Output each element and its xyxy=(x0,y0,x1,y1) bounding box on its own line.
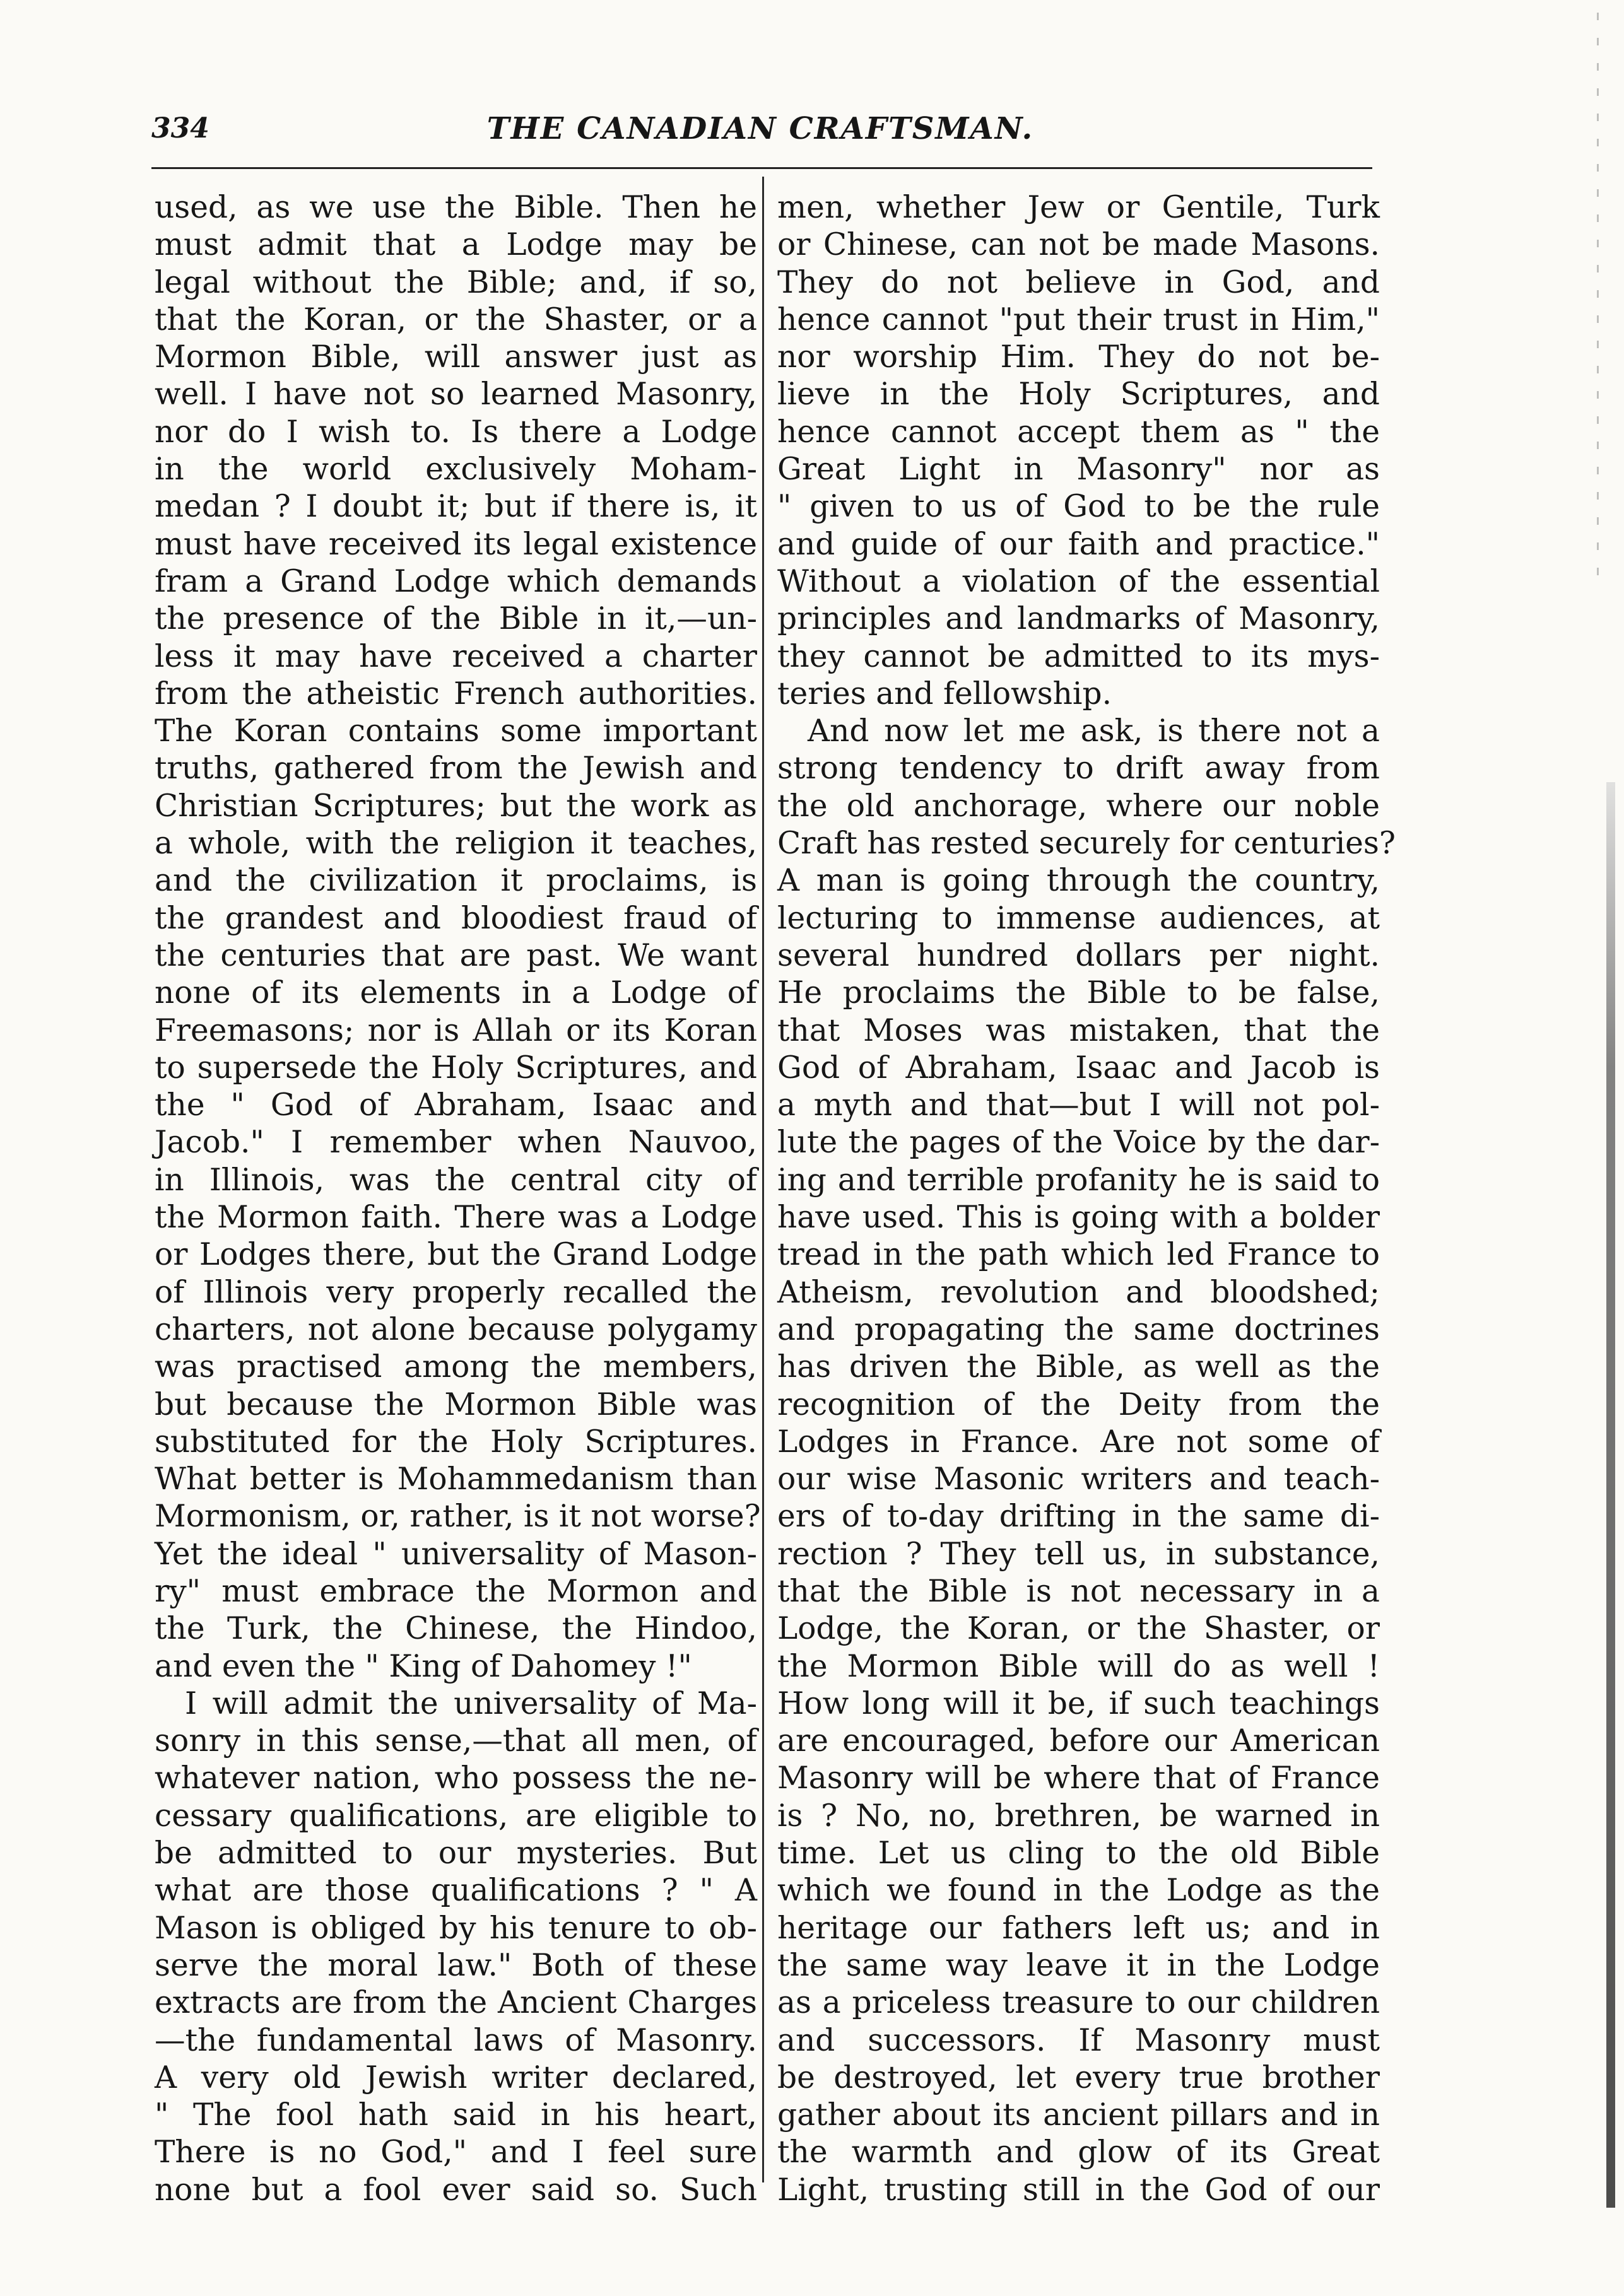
text-line: that Moses was mistaken, that the xyxy=(777,1012,1380,1048)
text-line: whatever nation, who possess the ne- xyxy=(155,1760,757,1796)
page-edge-specks xyxy=(1597,13,1599,580)
text-line: Freemasons; nor is Allah or its Koran xyxy=(155,1012,757,1048)
text-line: which we found in the Lodge as the xyxy=(777,1873,1380,1909)
text-line: The Koran contains some important xyxy=(155,713,757,749)
text-line: none but a fool ever said so. Such xyxy=(155,2172,757,2208)
text-line: They do not believe in God, and xyxy=(777,264,1380,300)
text-line: and the civilization it proclaims, is xyxy=(155,863,757,899)
right-column xyxy=(777,189,1396,2209)
text-line: tread in the path which led France to xyxy=(777,1237,1380,1273)
text-line: to supersede the Holy Scriptures, and xyxy=(155,1050,757,1086)
text-line: time. Let us cling to the old Bible xyxy=(777,1836,1380,1871)
text-line: heritage our fathers left us; and in xyxy=(777,1910,1380,1946)
text-line: as a priceless treasure to our children xyxy=(777,1985,1380,2021)
text-line: they cannot be admitted to its mys- xyxy=(777,638,1380,674)
text-line: the same way leave it in the Lodge xyxy=(777,1947,1380,1983)
text-line: of Illinois very properly recalled the xyxy=(155,1274,757,1310)
column-divider xyxy=(762,177,764,2182)
text-line: Jacob." I remember when Nauvoo, xyxy=(155,1125,757,1161)
text-line: the Turk, the Chinese, the Hindoo, xyxy=(155,1611,757,1647)
text-line: the warmth and glow of its Great xyxy=(777,2135,1380,2170)
text-line: have used. This is going with a bolder xyxy=(777,1200,1380,1236)
text-line: what are those qualifications ? " A xyxy=(155,1873,757,1909)
text-line: Lodge, the Koran, or the Shaster, or xyxy=(777,1611,1380,1647)
text-line: must have received its legal existence xyxy=(155,526,757,562)
text-line: strong tendency to drift away from xyxy=(777,751,1380,787)
text-line: Atheism, revolution and bloodshed; xyxy=(777,1274,1380,1310)
text-line: must admit that a Lodge may be xyxy=(155,227,757,263)
text-line: and even the " King of Dahomey !" xyxy=(155,1648,692,1684)
text-line: medan ? I doubt it; but if there is, it xyxy=(155,489,757,525)
text-line: from the atheistic French authorities. xyxy=(155,676,757,712)
text-line: A very old Jewish writer declared, xyxy=(155,2059,757,2095)
text-line: Craft has rested securely for centuries? xyxy=(777,826,1396,862)
text-line: I will admit the universality of Ma- xyxy=(185,1685,757,1721)
text-line: He proclaims the Bible to be false, xyxy=(777,975,1380,1011)
running-head: THE CANADIAN CRAFTSMAN. xyxy=(486,111,1034,146)
text-line: nor do I wish to. Is there a Lodge xyxy=(155,414,757,450)
text-line: the grandest and bloodiest fraud of xyxy=(155,900,757,936)
text-line: hence cannot accept them as " the xyxy=(777,414,1380,450)
page-number: 334 xyxy=(151,112,209,144)
text-line: lute the pages of the Voice by the dar- xyxy=(777,1125,1380,1161)
text-line: truths, gathered from the Jewish and xyxy=(155,751,757,787)
text-line: a whole, with the religion it teaches, xyxy=(155,826,757,862)
text-line: And now let me ask, is there not a xyxy=(808,713,1380,749)
text-line: in Illinois, was the central city of xyxy=(155,1162,757,1198)
text-line: lieve in the Holy Scriptures, and xyxy=(777,377,1380,413)
text-line: lecturing to immense audiences, at xyxy=(777,900,1380,936)
text-line: " The fool hath said in his heart, xyxy=(155,2097,757,2133)
text-line: teries and fellowship. xyxy=(777,676,1112,712)
text-line: that the Koran, or the Shaster, or a xyxy=(155,302,757,337)
text-line: " given to us of God to be the rule xyxy=(777,489,1380,525)
text-line: What better is Mohammedanism than xyxy=(155,1461,757,1497)
text-line: several hundred dollars per night. xyxy=(777,937,1380,973)
text-line: Mormon Bible, will answer just as xyxy=(155,339,757,375)
text-line: legal without the Bible; and, if so, xyxy=(155,264,757,300)
text-line: There is no God," and I feel sure xyxy=(155,2135,757,2170)
text-line: but because the Mormon Bible was xyxy=(155,1386,757,1422)
text-line: Light, trusting still in the God of our xyxy=(777,2172,1380,2208)
text-line: is ? No, no, brethren, be warned in xyxy=(777,1798,1380,1834)
text-line: recognition of the Deity from the xyxy=(777,1386,1380,1422)
text-line: cessary qualifications, are eligible to xyxy=(155,1798,757,1834)
text-line: or Chinese, can not be made Masons. xyxy=(777,227,1380,263)
text-line: ry" must embrace the Mormon and xyxy=(155,1573,757,1609)
text-line: Great Light in Masonry" nor as xyxy=(777,452,1380,488)
text-line: or Lodges there, but the Grand Lodge xyxy=(155,1237,757,1273)
left-column xyxy=(155,189,761,2209)
text-line: Mormonism, or, rather, is it not worse? xyxy=(155,1499,761,1535)
text-line: ers of to-day drifting in the same di- xyxy=(777,1499,1380,1535)
text-line: was practised among the members, xyxy=(155,1349,757,1385)
text-line: gather about its ancient pillars and in xyxy=(777,2097,1380,2133)
page-edge-shadow xyxy=(1606,782,1615,2208)
text-line: God of Abraham, Isaac and Jacob is xyxy=(777,1050,1380,1086)
text-line: and guide of our faith and practice." xyxy=(777,526,1380,562)
text-line: A man is going through the country, xyxy=(777,863,1380,899)
text-line: the old anchorage, where our noble xyxy=(777,788,1380,824)
text-line: Christian Scriptures; but the work as xyxy=(155,788,757,824)
text-line: Yet the ideal " universality of Mason- xyxy=(155,1536,757,1572)
text-line: Mason is obliged by his tenure to ob- xyxy=(155,1910,757,1946)
text-line: hence cannot "put their trust in Him," xyxy=(777,302,1380,337)
text-line: and propagating the same doctrines xyxy=(777,1311,1380,1347)
text-line: ing and terrible profanity he is said to xyxy=(777,1162,1380,1198)
text-line: the Mormon Bible will do as well ! xyxy=(777,1648,1380,1684)
text-line: men, whether Jew or Gentile, Turk xyxy=(777,190,1380,225)
text-line: our wise Masonic writers and teach- xyxy=(777,1461,1380,1497)
header-rule xyxy=(151,167,1372,169)
text-line: used, as we use the Bible. Then he xyxy=(155,190,757,225)
text-line: the " God of Abraham, Isaac and xyxy=(155,1087,757,1123)
text-line: a myth and that—but I will not pol- xyxy=(777,1087,1380,1123)
text-line: the Mormon faith. There was a Lodge xyxy=(155,1200,757,1236)
text-line: —the fundamental laws of Masonry. xyxy=(155,2022,757,2058)
text-line: has driven the Bible, as well as the xyxy=(777,1349,1380,1385)
text-line: How long will it be, if such teachings xyxy=(777,1685,1380,1721)
text-line: Masonry will be where that of France xyxy=(777,1760,1380,1796)
text-line: Lodges in France. Are not some of xyxy=(777,1424,1380,1460)
text-line: that the Bible is not necessary in a xyxy=(777,1573,1380,1609)
text-line: fram a Grand Lodge which demands xyxy=(155,563,757,599)
text-line: substituted for the Holy Scriptures. xyxy=(155,1424,757,1460)
text-line: nor worship Him. They do not be- xyxy=(777,339,1380,375)
text-line: and successors. If Masonry must xyxy=(777,2022,1380,2058)
text-line: be admitted to our mysteries. But xyxy=(155,1836,757,1871)
text-line: less it may have received a charter xyxy=(155,638,757,674)
page-header xyxy=(151,107,1369,158)
text-line: serve the moral law." Both of these xyxy=(155,1947,757,1983)
text-line: Without a violation of the essential xyxy=(777,563,1380,599)
text-line: in the world exclusively Moham- xyxy=(155,452,757,488)
text-line: extracts are from the Ancient Charges xyxy=(155,1985,757,2021)
text-line: principles and landmarks of Masonry, xyxy=(777,601,1380,637)
text-line: be destroyed, let every true brother xyxy=(777,2059,1380,2095)
text-line: the centuries that are past. We want xyxy=(155,937,757,973)
text-line: are encouraged, before our American xyxy=(777,1723,1380,1759)
text-line: well. I have not so learned Masonry, xyxy=(155,377,757,413)
text-line: the presence of the Bible in it,—un- xyxy=(155,601,757,637)
text-line: charters, not alone because polygamy xyxy=(155,1311,757,1347)
text-line: none of its elements in a Lodge of xyxy=(155,975,757,1011)
text-line: sonry in this sense,—that all men, of xyxy=(155,1723,757,1759)
text-line: rection ? They tell us, in substance, xyxy=(777,1536,1380,1572)
